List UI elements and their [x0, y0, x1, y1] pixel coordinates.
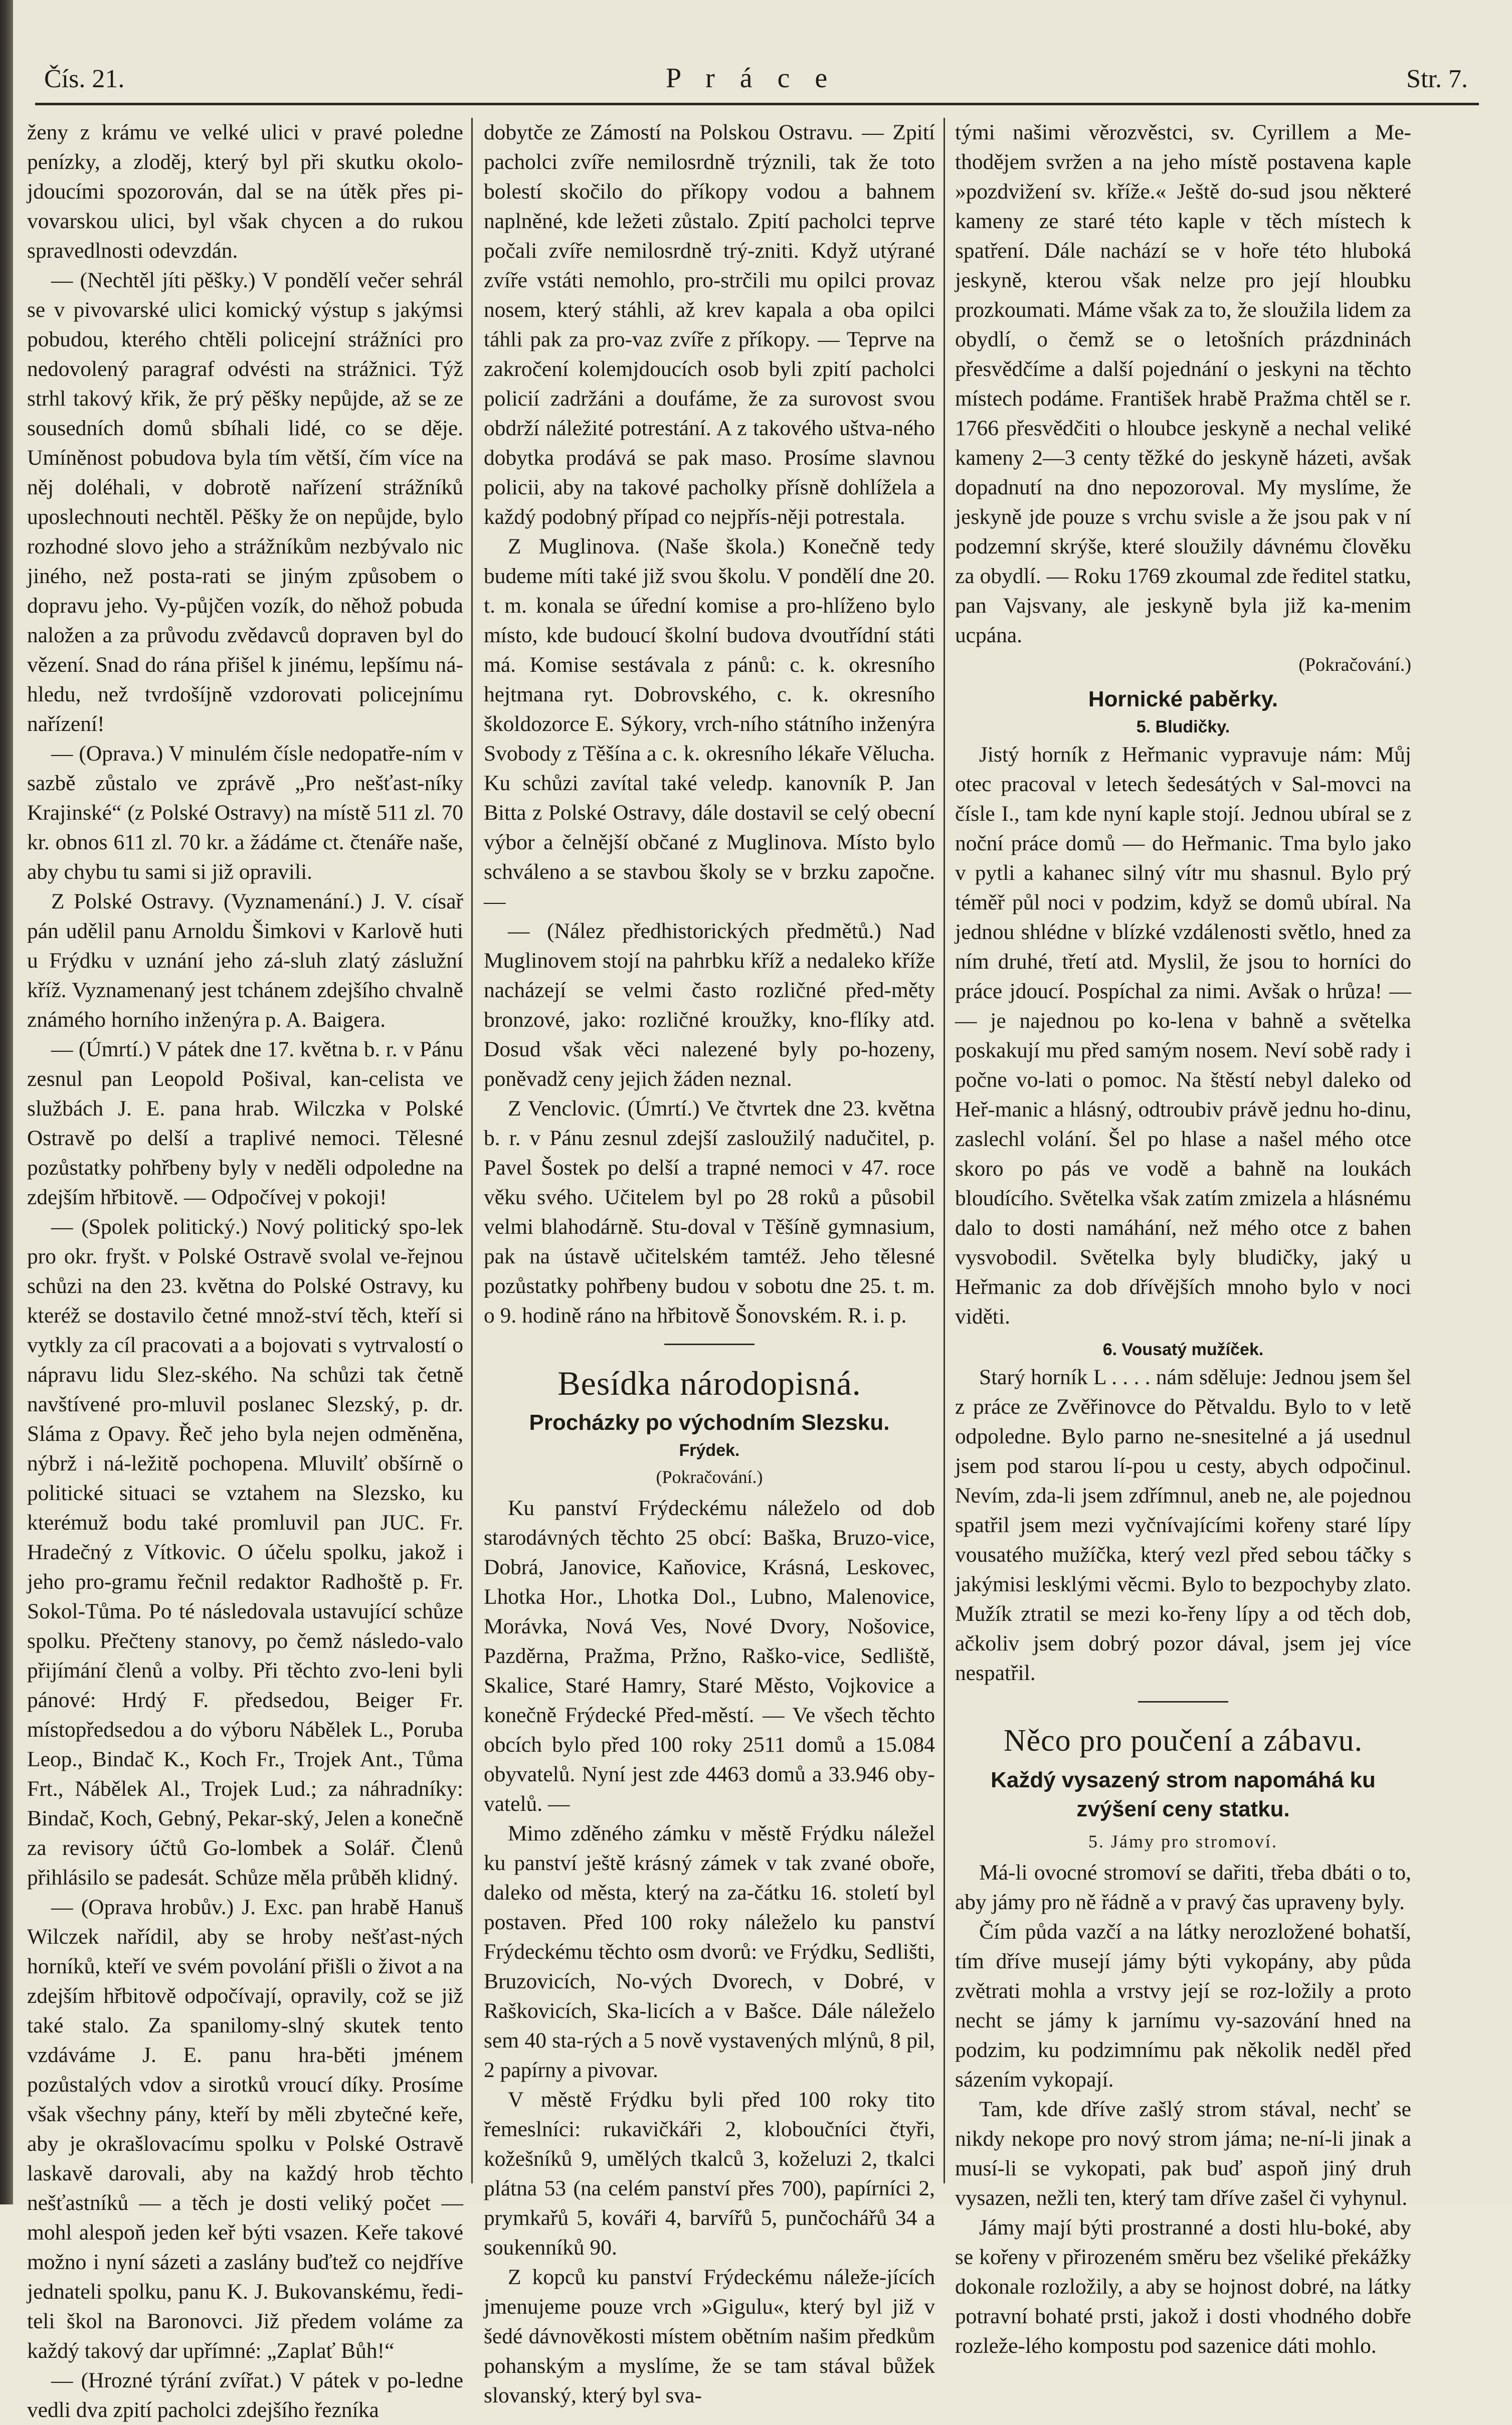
- section-subtitle: Procházky po východním Slezsku.: [529, 1410, 890, 1435]
- column-rule-1: [471, 118, 473, 2183]
- article-paragraph: Jámy mají býti prostranné a dosti hlu-boké, aby se kořeny v přirozeném směru bez všeliké překážky dokonale rozložily, a aby se hojnost dobré, na látky potravní bohaté prsti, jakož i dosti vhodného dobře rozleže-lého kompostu pod sazenice dáti mohlo.: [955, 2215, 1411, 2358]
- article-paragraph: Z Venclovic. (Úmrtí.) Ve čtvrtek dne 23. května b. r. v Pánu zesnul zdejší zasloužilý nadučitel, p. Pavel Šostek po delší a trapné nemoci v 47. roce věku svého. Učitelem byl po 28 roků a působil velmi blahodárně. Stu-doval v Těšíně gymnasium, pak na ústavě učitelském tamtéž. Jeho tělesné pozůstatky pohřbeny budou v sobotu dne 25. t. m. o 9. hodině ráno na hřbitově Šonovském. R. i. p.: [484, 1096, 935, 1328]
- column-2: [484, 118, 935, 2407]
- article-paragraph: — (Oprava.) V minulém čísle nedopatře-ním v sazbě zůstalo ve zprávě „Pro nešťast-níky Krajinské“ (z Polské Ostravy) na místě 511 zl. 70 kr. obnos 611 zl. 70 kr. a žádáme ct. čtenáře naše, aby chybu tu sami si již opravili.: [27, 741, 463, 884]
- article-paragraph: Má-li ovocné stromoví se dařiti, třeba dbáti o to, aby jámy pro ně řádně a v pravý čas upraveny byly.: [955, 1860, 1411, 1914]
- column-3: [955, 118, 1411, 2358]
- section-subtitle: Každý vysazený strom napomáhá ku zvýšení ceny statku.: [991, 1768, 1376, 1821]
- article-paragraph: Čím půda vazčí a na látky nerozložené bohatší, tím dříve musejí jámy býti vykopány, aby půda zvětrati mohla a vrstvy její se roz-ložily a proto necht se jámy k jarnímu vy-sazování hned na podzim, ku podzimnímu pak několik neděl před sázením vykopají.: [955, 1920, 1411, 2092]
- article-paragraph: — (Spolek politický.) Nový politický spo-lek pro okr. fryšt. v Polské Ostravě svolal ve-řejnou schůzi na den 23. května do Polské Ostravy, ku kteréž se dostavilo četné množ-ství těch, kteří si vytkly za cíl pracovati a a bojovati s vytrvalostí o nápravu lidu Slez-ského. Na schůzi tak četně navštívené pro-mluvil poslanec Slezský, p. dr. Sláma z Opavy. Řeč jeho byla nejen odměněna, nýbrž i ná-ležitě pochopena. Mluvilť obšírně o politické situaci se vztahem na Slezsko, ku kterémuž bodu také promluvil pan JUC. Fr. Hradečný z Vítkovic. O účelu spolku, jakož i jeho pro-gramu řečnil redaktor Radhoště p. Fr. Sokol-Tůma. Po té následovala ustavující schůze spolku. Přečteny stanovy, po čemž následo-valo přijímání členů a volby. Při těchto zvo-leni byli pánové: Hrdý F. předsedou, Beiger Fr. místopředsedou a do výboru Nábělek L., Poruba Leop., Bindač K., Koch Fr., Trojek Ant., Tůma Frt., Nábělek Al., Trojek Lud.; za náhradníky: Bindač, Koch, Gebný, Pekar-ský, Jelen a konečně za revisory účtů Go-lombek a Solář. Členů přihlásilo se padesát. Schůze měla průběh klidný.: [27, 1215, 463, 1890]
- section-separator: [664, 1344, 754, 1345]
- continuation-note: (Pokračování.): [656, 1467, 763, 1487]
- article-paragraph: Z Muglinova. (Naše škola.) Konečně tedy budeme míti také již svou školu. V pondělí dne 20. t. m. konala se úřední komise a pro-hlíženo bylo místo, kde budoucí školní budova dvoutřídní státi má. Komise sestávala z pánů: c. k. okresního hejtmana ryt. Dobrovského, c. k. okresního školdozorce E. Sýkory, vrch-ního státního inženýra Svobody z Těšína a c. k. okresního lékaře Vělucha. Ku schůzi zavítal také veledp. kanovník P. Jan Bitta z Polské Ostravy, dále dostavil se celý obecní výbor a čelnější občané z Muglinova. Místo bylo schváleno a se stavbou školy se v brzku započne. —: [484, 534, 935, 913]
- section-title-besidka: Besídka národopisná.: [557, 1364, 861, 1402]
- column-rule-2: [943, 118, 945, 2183]
- continuation-note: (Pokračování.): [1298, 654, 1411, 675]
- article-paragraph: V městě Frýdku byli před 100 roky tito řemeslníci: rukavičkáři 2, kloboučníci čtyři, kožešníků 9, umělých tkalců 3, koželuzi 2, tkalci plátna 53 (na celém panství přes 700), papírníci 2, prymkařů 5, kováři 4, barvířů 5, punčochářů 34 a soukenníků 90.: [484, 2088, 935, 2260]
- article-paragraph: Starý horník L . . . . nám sděluje: Jednou jsem šel z práce ze Zvěřinovce do Pětvaldu. Bylo to v letě odpoledne. Bylo parno ne-snesitelné a já usednul jsem pod starou lí-pou u cesty, abych odpočinul. Nevím, zda-li jsem zdřímnul, aneb ne, ale pojednou spatřil jsem mezi vyčnívajícími kořeny staré lípy vousatého mužíčka, který vezl před sebou táčky s jakýmisi lesklými věcmi. Bylo to bezpochyby zlato. Mužík ztratil se mezi ko-řeny lípy a od těch dob, ačkoliv jsem dobrý pozor dával, jsem jej více nespatřil.: [955, 1365, 1411, 1685]
- section-separator: [1138, 1701, 1228, 1703]
- article-paragraph: tými našimi věrozvěstci, sv. Cyrillem a Me-thodějem svržen a na jeho místě postavena kaple »pozdvižení sv. kříže.« Ještě do-sud jsou některé kameny ze staré této kaple v těch místech k spatření. Dále nachází se v hoře této hluboká jeskyně, kterou však nelze pro její hloubku prozkoumati. Máme však za to, že sloužila lidem za obydlí, o čemž se o letošních prázdninách přesvědčíme a další pojednání o jeskyni na těchto místech podáme. František hrabě Pražma chtěl se r. 1766 přesvědčiti o hloubce jeskyně a nechal veliké kameny 2—3 centy těžké do jeskyně házeti, avšak dopadnutí na dno nepozoroval. My myslíme, že jeskyně jde pouze s vrchu svisle a že jsou pak v ní podzemní skrýše, které sloužily dávnému člověku za obydlí. — Roku 1769 zkoumal zde ředitel statku, pan Vajsvany, ale jeskyně byla již ka-menim ucpána.: [955, 120, 1411, 647]
- article-paragraph: Jistý horník z Heřmanic vypravuje nám: Můj otec pracoval v letech šedesátých v Sal-movci na čísle I., tam kde nyní kaple stojí. Jednou ubíral se z noční práce domů — do Heřmanic. Tma bylo jako v pytli a kahanec silný vítr mu shasnul. Bylo prý téměř půl noci v podzim, když se domů ubíral. Na jednou shlédne v blízké vzdálenosti světlo, hned za ním druhé, třetí atd. Myslil, že jsou to horníci do práce jdoucí. Pospíchal za nimi. Avšak o hrůza! — — je najednou po ko-lena v bahně a světelka poskakují mu před samým nosem. Neví sobě rady i počne vo-lati o pomoc. Na štěstí nebyl daleko od Heř-manic a hlásný, odtroubiv právě jednu ho-dinu, zaslechl volání. Šel po hlase a našel mého otce skoro po pás ve vodě a bahně na loukách bloudícího. Světelka však zatím zmizela a hlásnému dalo to dosti namáhání, než mého otce z bahen vysvobodil. Světelka byly bludičky, jaký u Heřmanic za dob dřívějších mnoho bylo v noci viděti.: [955, 742, 1411, 1329]
- header-rule: [35, 103, 1479, 105]
- article-paragraph: ženy z krámu ve velké ulici v pravé poledne penízky, a zloděj, který byl při skutku okolo-jdoucími spozorován, dal se na útěk přes pi-vovarskou ulici, byl však chycen a do rukou spravedlnosti odevzdán.: [27, 120, 463, 263]
- page-binding-edge: [0, 0, 13, 2204]
- page-number: Str. 7.: [1406, 65, 1468, 93]
- article-paragraph: — (Oprava hrobův.) J. Exc. pan hrabě Hanuš Wilczek nařídil, aby se hroby nešťast-ných horníků, kteří ve svém povolání přišli o život a na zdejším hřbitově odpočívají, opravily, což se již také stalo. Za spanilomy-slný skutek tento vzdáváme J. E. panu hra-běti jménem pozůstalých vdov a sirotků vroucí díky. Prosíme však všechny pány, kteří by měli zbytečné keře, aby je okrašlovacímu spolku v Polské Ostravě laskavě darovali, aby na každý hrob těchto nešťastníků — a těch je dosti veliký počet — mohl alespoň jeden keř býti vsazen. Keře takové možno i nyní sázeti a zaslány buďtež co nejdříve jednateli spolku, panu K. J. Bukovanskému, ředi-teli škol na Baronovci. Již předem voláme za každý takový dar upřímné: „Zaplať Bůh!“: [27, 1895, 463, 2363]
- article-paragraph: — (Úmrtí.) V pátek dne 17. května b. r. v Pánu zesnul pan Leopold Pošival, kan-celista ve službách J. E. pana hrab. Wilczka v Polské Ostravě po delší a traplivé nemoci. Tělesné pozůstatky pohřbeny byly v neděli odpoledne na zdejším hřbitově. — Odpočívej v pokoji!: [27, 1037, 463, 1209]
- article-paragraph: Z kopců ku panství Frýdeckému náleže-jících jmenujeme pouze vrch »Gigulu«, který byl již v šedé dávnověkosti místem obětním našim předkům pohanským a myslíme, že se tam stával bůžek slovanský, který byl sva-: [484, 2265, 935, 2407]
- article-paragraph: dobytče ze Zámostí na Polskou Ostravu. — Zpití pacholci zvíře nemilosrdně trýznili, tak že toto bolestí skočilo do příkopy vodou a bahnem naplněné, kde ležeti zůstalo. Zpití pacholci teprve počali zvíře nemilosrdně trý-zniti. Když utýrané zvíře vstáti nemohlo, pro-strčili mu opilci provaz nosem, který stáhli, až krev kapala a oba opilci táhli pak za pro-vaz zvíře z příkopy. — Teprve na zakročení kolemjdoucích osob byli zpití pacholci policií zadržáni a doufáme, že za surovost svou obdrží náležité potrestání. A z takového uštva-ného dobytka prodává se pak maso. Prosíme slavnou policii, aby na takové pacholky přísně dohlížela a každý podobný případ co nejpřís-něji potrestala.: [484, 120, 935, 529]
- article-paragraph: — (Nález předhistorických předmětů.) Nad Muglinovem stojí na pahrbku kříž a nedaleko kříže nacházejí se velmi často rozličné před-měty bronzové, jako: rozličné kroužky, kno-flíky atd. Dosud však věci nalezené byly po-hozeny, poněvadž ceny jejich žáden neznal.: [484, 919, 935, 1091]
- section-place: Frýdek.: [679, 1441, 740, 1460]
- subsection-title: 5. Bludičky.: [1136, 717, 1230, 736]
- subsection-title: 6. Vousatý mužíček.: [1102, 1340, 1264, 1359]
- subsection-title: 5. Jámy pro stromoví.: [1088, 1831, 1278, 1851]
- article-paragraph: Ku panství Frýdeckému náleželo od dob starodávných těchto 25 obcí: Baška, Bruzo-vice, Dobrá, Janovice, Kaňovice, Krásná, Leskovec, Lhotka Hor., Lhotka Dol., Lubno, Malenovice, Morávka, Nová Ves, Nové Dvory, Nošovice, Pazděrna, Pražma, Pržno, Raško-vice, Sedliště, Skalice, Staré Hamry, Staré Město, Vojkovice a konečně Frýdecké Před-městí. — Ve všech těchto obcích bylo před 100 roky 2511 domů a 15.084 obyvatelů. Nyní jest zde 4463 domů a 33.946 oby-vatelů. —: [484, 1496, 935, 1816]
- newspaper-title: P r á c e: [666, 63, 837, 94]
- article-paragraph: Mimo zděného zámku v městě Frýdku náležel ku panství ještě krásný zámek v tak zvané oboře, daleko od města, který na za-čátku 16. století byl postaven. Před 100 roky náleželo ku panství Frýdeckému těchto osm dvorů: ve Frýdku, Sedlišti, Bruzovicích, No-vých Dvorech, v Dobré, v Raškovicích, Ska-licích a v Bašce. Dále náleželo sem 40 sta-rých a 5 nově vystavených mlýnů, 8 pil, 2 papírny a pivovar.: [484, 1821, 935, 2082]
- article-paragraph: Tam, kde dříve zašlý strom stával, nechť se nikdy nekope pro nový strom jáma; ne-ní-li jinak a musí-li se vykopati, pak buď aspoň jiný druh vysazen, nežli ten, který tam dříve zašel či vyhynul.: [955, 2097, 1411, 2210]
- section-title-hornicke: Hornické paběrky.: [1088, 687, 1278, 711]
- article-paragraph: — (Nechtěl jíti pěšky.) V pondělí večer sehrál se v pivovarské ulici komický výstup s jakýmsi pobudou, kterého chtěli policejní strážníci pro nedovolený paragraf odvésti na strážnici. Týž strhl takový křik, že prý pěšky nepůjde, až se ze sousedních domů sbíhali lidé, co se děje. Umíněnost pobudova byla tím větší, čím více na něj doléhali, v dobrotě nařízení strážníků uposlechnouti nechtěl. Pěšky že on nepůjde, bylo rozhodné slovo jeho a strážníkům nezbývalo nic jiného, než posta-rati se jiným způsobem o dopravu jeho. Vy-půjčen vozík, do něhož pobuda naložen a za průvodu zvědavců dopraven byl do vězení. Snad do rána přišel k jinému, lepšímu ná-hledu, než tvrdošíjně vzdorovati policejnímu nařízení!: [27, 268, 463, 736]
- issue-number: Čís. 21.: [44, 65, 125, 93]
- article-paragraph: Z Polské Ostravy. (Vyznamenání.) J. V. císař pán udělil panu Arnoldu Šimkovi v Karlově huti u Frýdku v uznání jeho zá-sluh zlatý záslužní kříž. Vyznamenaný jest tchánem zdejšího chvalně známého horního inženýra p. A. Baigera.: [27, 889, 463, 1032]
- column-1: [27, 118, 463, 2422]
- page-header: [44, 59, 1468, 104]
- article-paragraph: — (Hrozné týrání zvířat.) V pátek v po-ledne vedli dva zpití pacholci zdejšího řezníka: [27, 2368, 463, 2422]
- section-title-neco: Něco pro poučení a zábavu.: [1003, 1724, 1363, 1758]
